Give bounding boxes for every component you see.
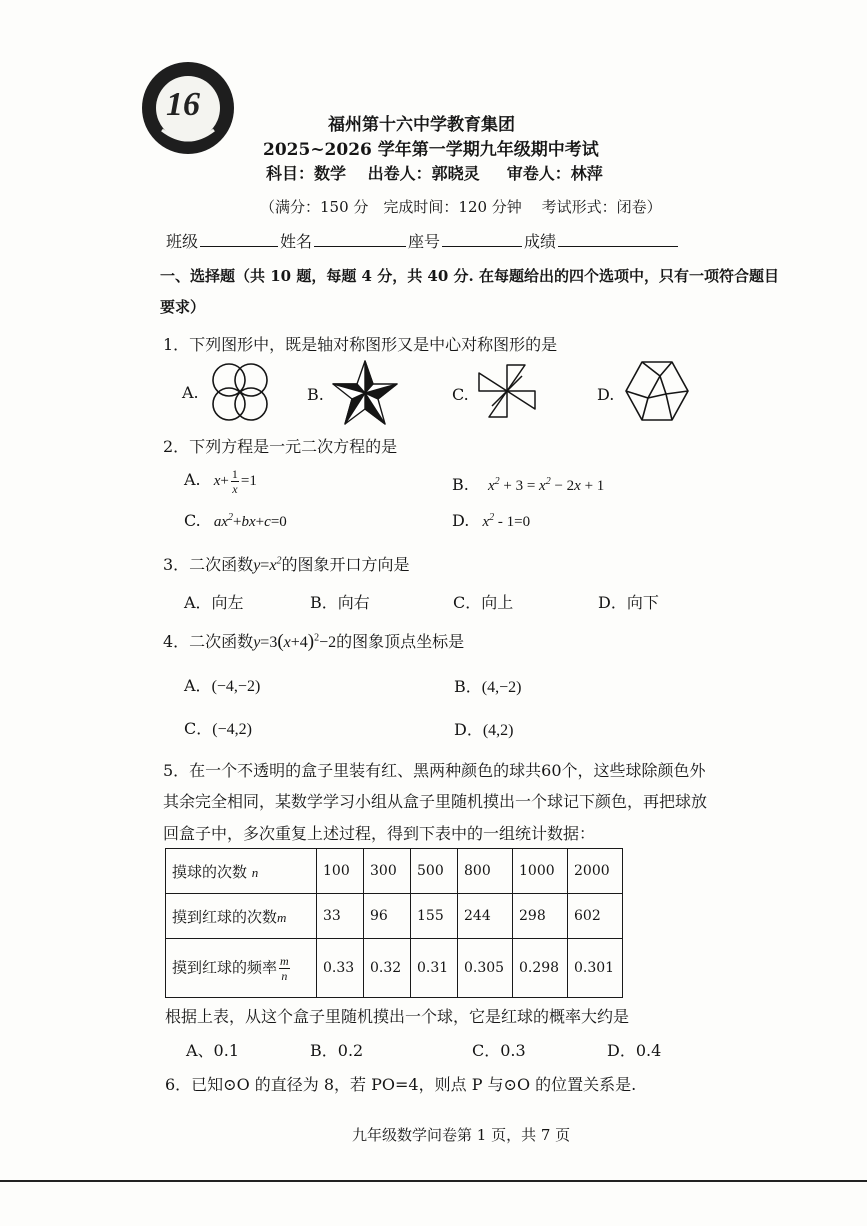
q5-line3: 回盒子中，多次重复上述过程，得到下表中的一组统计数据： bbox=[163, 824, 596, 843]
q2-option-c bbox=[184, 511, 287, 531]
q5-option-c: C．0.3 bbox=[472, 1041, 526, 1060]
table-row-label: 摸到红球的次数m bbox=[166, 894, 317, 939]
q4-option-c-label: C． bbox=[184, 719, 213, 738]
table-row-label: 摸到红球的频率 $\frac{m}{n}$ bbox=[166, 939, 317, 998]
q1-option-a-label: A. bbox=[182, 383, 199, 402]
logo-text: 16 bbox=[166, 86, 200, 123]
table-cell: 155 bbox=[411, 894, 458, 939]
q2-option-a bbox=[184, 468, 257, 495]
q4-option-b-value: (4,−2) bbox=[481, 679, 522, 696]
school-name: 福州第十六中学教育集团 bbox=[328, 115, 515, 135]
q6-stem: 6．已知⊙O 的直径为 8，若 PO=4，则点 P 与⊙O 的位置关系是. bbox=[165, 1075, 637, 1094]
q2-option-b-math: $x^2 + 3 = x^2 - 2x + 1$ bbox=[487, 476, 605, 494]
table-cell: 0.32 bbox=[364, 939, 411, 998]
school-logo bbox=[140, 60, 236, 156]
q2-option-b-label: B. bbox=[452, 475, 469, 494]
q4-stem bbox=[163, 629, 464, 653]
table-cell: 0.298 bbox=[513, 939, 568, 998]
table-cell: 0.305 bbox=[458, 939, 513, 998]
table-row-label: 摸球的次数 n bbox=[166, 849, 317, 894]
q1-option-b-label: B. bbox=[307, 385, 324, 404]
table-row bbox=[166, 849, 623, 894]
q5-option-a: A、0.1 bbox=[186, 1041, 240, 1060]
exam-meta: 科目：数学 出卷人：郭晓灵 审卷人：林萍 bbox=[266, 164, 603, 183]
table-cell: 800 bbox=[458, 849, 513, 894]
q4-option-b bbox=[454, 674, 521, 697]
table-cell: 0.33 bbox=[317, 939, 364, 998]
q3-option-b: B．向右 bbox=[310, 593, 370, 612]
q2-stem: 2．下列方程是一元二次方程的是 bbox=[163, 437, 398, 456]
field-seat-blank[interactable] bbox=[442, 245, 522, 247]
q3-stem-pre: 3．二次函数 bbox=[163, 555, 254, 574]
q3-stem-post: 的图象开口方向是 bbox=[281, 555, 410, 574]
field-name-label: 姓名 bbox=[280, 232, 313, 251]
table-row bbox=[166, 939, 623, 998]
q3-option-a: A．向左 bbox=[184, 593, 244, 612]
q5-stats-table bbox=[165, 848, 623, 998]
q4-option-d bbox=[454, 717, 514, 740]
field-name-blank[interactable] bbox=[314, 245, 406, 247]
table-cell: 0.301 bbox=[568, 939, 623, 998]
table-cell: 33 bbox=[317, 894, 364, 939]
q4-function: $y=3(x+4)^2-2$ bbox=[253, 631, 337, 652]
q4-stem-pre: 4．二次函数 bbox=[163, 632, 254, 651]
q4-option-c bbox=[184, 716, 252, 739]
exam-title: 2025~2026 学年第一学期九年级期中考试 bbox=[263, 140, 599, 160]
q2-option-c-label: C. bbox=[184, 511, 201, 530]
table-cell: 244 bbox=[458, 894, 513, 939]
table-cell: 500 bbox=[411, 849, 458, 894]
q2-option-c-math: $ax^2+bx+c=0$ bbox=[213, 512, 287, 530]
q5-option-b: B．0.2 bbox=[310, 1041, 364, 1060]
field-score-blank[interactable] bbox=[558, 245, 678, 247]
table-cell: 96 bbox=[364, 894, 411, 939]
q1-stem: 1．下列图形中，既是轴对称图形又是中心对称图形的是 bbox=[163, 335, 558, 354]
q2-option-b bbox=[452, 475, 604, 495]
q5-after-table: 根据上表，从这个盒子里随机摸出一个球，它是红球的概率大约是 bbox=[165, 1007, 630, 1026]
field-class-blank[interactable] bbox=[200, 245, 278, 247]
student-fields bbox=[166, 229, 680, 252]
q5-option-d: D．0.4 bbox=[607, 1041, 662, 1060]
section-heading-line2: 要求） bbox=[160, 298, 206, 316]
q5-line2: 其余完全相同，某数学学习小组从盒子里随机摸出一个球记下颜色，再把球放 bbox=[163, 792, 708, 811]
q4-stem-post: 的图象顶点坐标是 bbox=[336, 632, 465, 651]
q1-figure-a bbox=[205, 360, 275, 430]
page-bottom-rule bbox=[0, 1180, 867, 1182]
q4-option-a-label: A． bbox=[184, 676, 212, 695]
q1-figure-b bbox=[330, 358, 400, 432]
q1-option-d-label: D. bbox=[597, 385, 615, 404]
table-cell: 1000 bbox=[513, 849, 568, 894]
table-cell: 602 bbox=[568, 894, 623, 939]
field-class-label: 班级 bbox=[166, 232, 199, 251]
table-cell: 300 bbox=[364, 849, 411, 894]
q4-option-d-label: D． bbox=[454, 720, 483, 739]
q4-option-c-value: (−4,2) bbox=[212, 721, 252, 738]
page-footer: 九年级数学问卷第 1 页，共 7 页 bbox=[352, 1126, 571, 1144]
q4-option-a bbox=[184, 673, 260, 696]
q1-figure-c bbox=[476, 362, 538, 424]
q1-figure-d bbox=[622, 358, 692, 428]
table-cell: 100 bbox=[317, 849, 364, 894]
q2-option-d bbox=[452, 511, 530, 531]
q4-option-b-label: B． bbox=[454, 677, 482, 696]
q3-stem bbox=[163, 552, 409, 575]
field-seat-label: 座号 bbox=[408, 232, 441, 251]
q2-option-a-label: A. bbox=[184, 469, 201, 489]
q3-option-d: D．向下 bbox=[598, 593, 659, 612]
table-cell: 298 bbox=[513, 894, 568, 939]
exam-info: （满分：150 分 完成时间：120 分钟 考试形式：闭卷） bbox=[260, 198, 662, 216]
q2-option-a-math: x+ $\frac{1}{x}$ =1 bbox=[213, 467, 257, 496]
q2-option-d-label: D. bbox=[452, 511, 470, 530]
table-cell: 2000 bbox=[568, 849, 623, 894]
q4-option-a-value: (−4,−2) bbox=[211, 678, 261, 695]
q3-option-c: C．向上 bbox=[453, 593, 514, 612]
table-row bbox=[166, 894, 623, 939]
table-cell: 0.31 bbox=[411, 939, 458, 998]
section-heading-line1: 一、选择题（共 10 题，每题 4 分，共 40 分. 在每题给出的四个选项中，只有一项符合题目 bbox=[160, 267, 779, 285]
q2-option-d-math: $x^2 - 1=0$ bbox=[482, 512, 531, 530]
q1-option-c-label: C. bbox=[452, 385, 469, 404]
field-score-label: 成绩 bbox=[524, 232, 557, 251]
q3-function: $y=x^2$ bbox=[253, 555, 282, 574]
q4-option-d-value: (4,2) bbox=[482, 722, 514, 739]
q5-line1: 5．在一个不透明的盒子里装有红、黑两种颜色的球共60个，这些球除颜色外 bbox=[163, 761, 706, 780]
